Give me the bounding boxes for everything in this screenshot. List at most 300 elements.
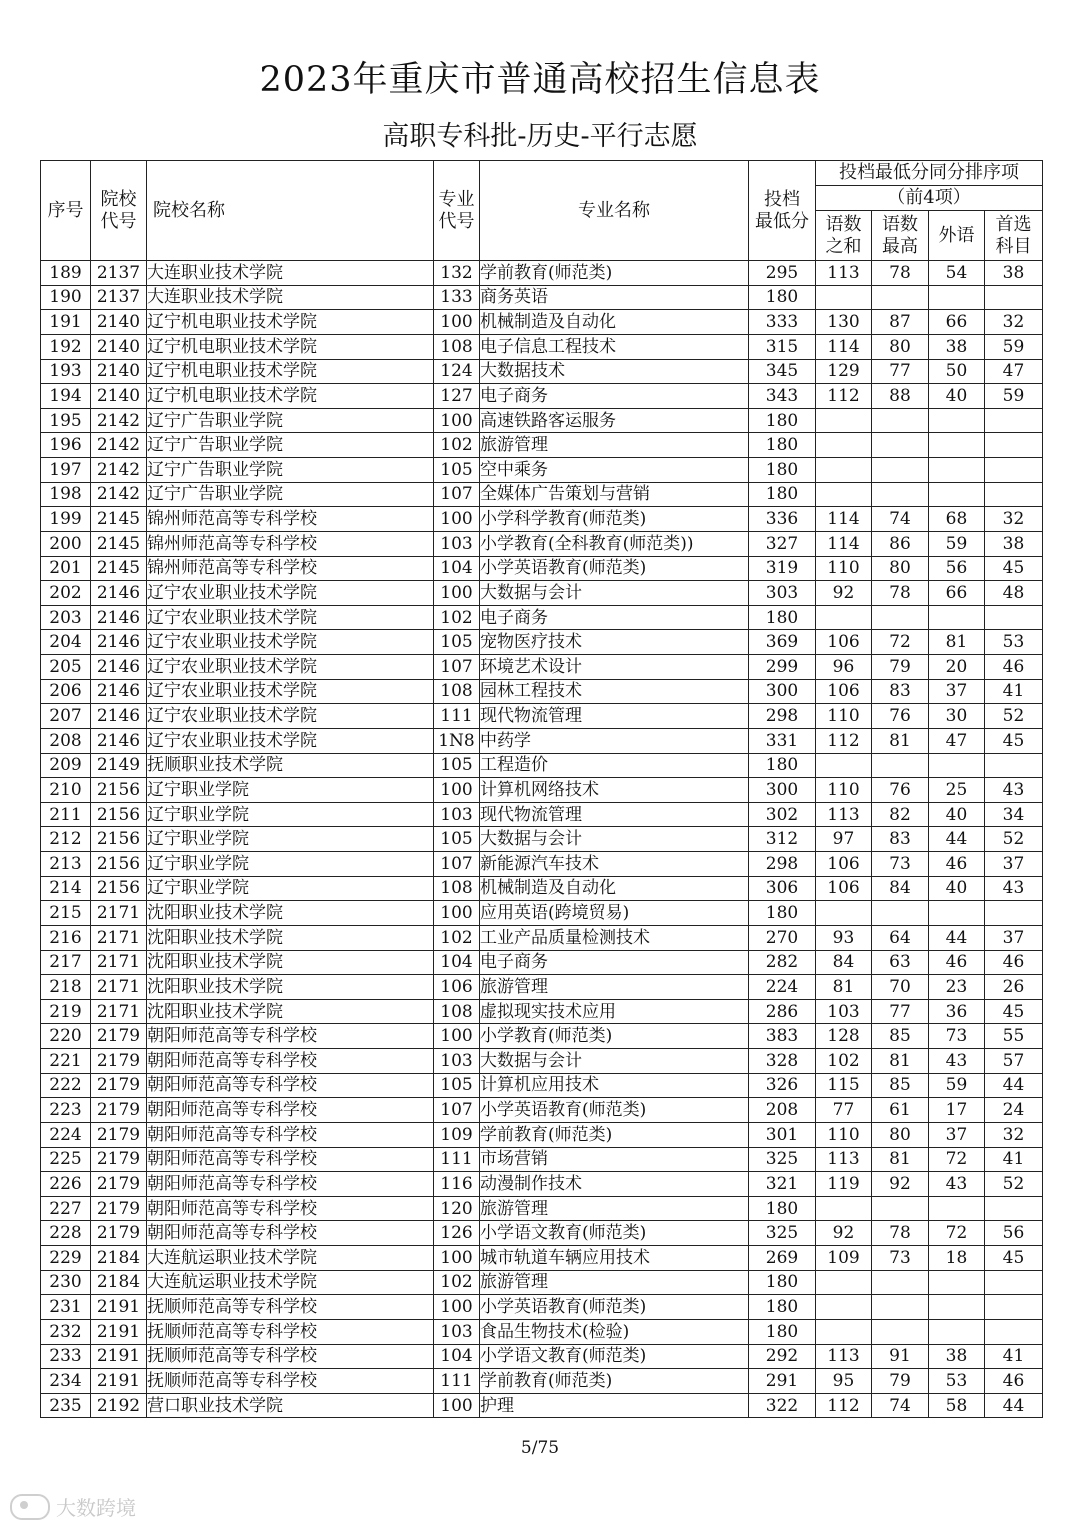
- cell-major-code: 1N8: [434, 728, 480, 753]
- cell-seq: 196: [41, 433, 91, 458]
- cell-foreign: 30: [929, 704, 985, 729]
- cell-first: 44: [985, 1393, 1043, 1418]
- cell-school-name: 朝阳师范高等专科学校: [147, 1147, 434, 1172]
- cell-first: [985, 1319, 1043, 1344]
- table-row: [41, 1098, 1043, 1123]
- table-row: [41, 925, 1043, 950]
- cell-min-score: 269: [749, 1246, 816, 1271]
- cell-first: 45: [985, 999, 1043, 1024]
- table-row: [41, 876, 1043, 901]
- cell-min-score: 325: [749, 1147, 816, 1172]
- cell-foreign: 53: [929, 1369, 985, 1394]
- cell-foreign: 59: [929, 1073, 985, 1098]
- cell-min-score: 299: [749, 655, 816, 680]
- cell-first: 47: [985, 359, 1043, 384]
- cell-max: [872, 433, 929, 458]
- cell-sum: 103: [816, 999, 872, 1024]
- cell-first: [985, 285, 1043, 310]
- cell-min-score: 325: [749, 1221, 816, 1246]
- cell-school-code: 2171: [91, 925, 147, 950]
- cell-max: 83: [872, 827, 929, 852]
- cell-seq: 221: [41, 1049, 91, 1074]
- cell-seq: 190: [41, 285, 91, 310]
- cell-school-code: 2191: [91, 1295, 147, 1320]
- cell-major-code: 107: [434, 655, 480, 680]
- table-row: [41, 1122, 1043, 1147]
- cell-sum: [816, 605, 872, 630]
- cell-sum: 113: [816, 802, 872, 827]
- cell-max: 79: [872, 1369, 929, 1394]
- cell-major-name: 现代物流管理: [480, 704, 749, 729]
- cell-major-name: 宠物医疗技术: [480, 630, 749, 655]
- cell-foreign: 81: [929, 630, 985, 655]
- cell-seq: 210: [41, 778, 91, 803]
- cell-sum: 81: [816, 975, 872, 1000]
- cell-school-code: 2156: [91, 876, 147, 901]
- table-row: [41, 581, 1043, 606]
- cell-foreign: 59: [929, 531, 985, 556]
- cell-min-score: 369: [749, 630, 816, 655]
- cell-seq: 211: [41, 802, 91, 827]
- cell-foreign: 18: [929, 1246, 985, 1271]
- cell-school-name: 沈阳职业技术学院: [147, 999, 434, 1024]
- cell-major-name: 计算机网络技术: [480, 778, 749, 803]
- cell-sum: 114: [816, 334, 872, 359]
- cell-major-name: 空中乘务: [480, 458, 749, 483]
- cell-seq: 224: [41, 1122, 91, 1147]
- cell-max: 82: [872, 802, 929, 827]
- cell-min-score: 295: [749, 261, 816, 286]
- header-first-line2: 科目: [995, 235, 1032, 257]
- cell-school-code: 2145: [91, 556, 147, 581]
- cell-max: 72: [872, 630, 929, 655]
- cell-school-code: 2156: [91, 852, 147, 877]
- cell-major-name: 小学语文教育(师范类): [480, 1344, 749, 1369]
- header-sum-line1: 语数: [825, 213, 862, 235]
- cell-school-code: 2146: [91, 655, 147, 680]
- cell-seq: 189: [41, 261, 91, 286]
- table-row: [41, 1270, 1043, 1295]
- cell-seq: 232: [41, 1319, 91, 1344]
- cell-sum: 110: [816, 1122, 872, 1147]
- cell-min-score: 312: [749, 827, 816, 852]
- cell-max: [872, 1295, 929, 1320]
- cell-school-code: 2146: [91, 605, 147, 630]
- cell-max: 87: [872, 310, 929, 335]
- cell-seq: 220: [41, 1024, 91, 1049]
- cell-seq: 197: [41, 458, 91, 483]
- table-row: [41, 1393, 1043, 1418]
- cell-min-score: 302: [749, 802, 816, 827]
- cell-max: [872, 753, 929, 778]
- cell-school-code: 2179: [91, 1196, 147, 1221]
- cell-major-code: 106: [434, 975, 480, 1000]
- table-row: [41, 556, 1043, 581]
- cell-school-name: 沈阳职业技术学院: [147, 925, 434, 950]
- cell-min-score: 383: [749, 1024, 816, 1049]
- header-first: [985, 211, 1043, 261]
- cell-sum: 113: [816, 1344, 872, 1369]
- cell-sum: 128: [816, 1024, 872, 1049]
- cell-sum: [816, 1295, 872, 1320]
- cell-seq: 209: [41, 753, 91, 778]
- cell-major-code: 107: [434, 1098, 480, 1123]
- cell-school-name: 辽宁广告职业学院: [147, 482, 434, 507]
- table-row: [41, 334, 1043, 359]
- cell-first: 38: [985, 261, 1043, 286]
- cell-first: [985, 901, 1043, 926]
- cell-max: 78: [872, 1221, 929, 1246]
- table-row: [41, 1147, 1043, 1172]
- cell-foreign: 66: [929, 581, 985, 606]
- cell-sum: 114: [816, 531, 872, 556]
- page-number: 5/75: [520, 1438, 560, 1458]
- cell-min-score: 298: [749, 852, 816, 877]
- cell-school-name: 辽宁机电职业技术学院: [147, 384, 434, 409]
- cell-foreign: 66: [929, 310, 985, 335]
- cell-sum: 106: [816, 679, 872, 704]
- cell-school-code: 2171: [91, 950, 147, 975]
- table-row: [41, 384, 1043, 409]
- cell-first: 37: [985, 925, 1043, 950]
- header-first-line1: 首选: [995, 213, 1032, 235]
- cell-sum: [816, 1196, 872, 1221]
- cell-sum: 92: [816, 581, 872, 606]
- page-subtitle: 高职专科批-历史-平行志愿: [382, 121, 698, 152]
- table-row: [41, 753, 1043, 778]
- table-row: [41, 1344, 1043, 1369]
- cell-school-name: 辽宁机电职业技术学院: [147, 310, 434, 335]
- table-row: [41, 1073, 1043, 1098]
- cell-max: [872, 1270, 929, 1295]
- cell-foreign: [929, 408, 985, 433]
- cell-major-code: 108: [434, 876, 480, 901]
- cell-major-name: 大数据技术: [480, 359, 749, 384]
- cell-foreign: 36: [929, 999, 985, 1024]
- cell-min-score: 298: [749, 704, 816, 729]
- cell-school-name: 辽宁农业职业技术学院: [147, 581, 434, 606]
- cell-max: 63: [872, 950, 929, 975]
- cell-sum: 110: [816, 704, 872, 729]
- cell-major-name: 环境艺术设计: [480, 655, 749, 680]
- cell-seq: 233: [41, 1344, 91, 1369]
- cell-major-code: 105: [434, 630, 480, 655]
- cell-seq: 229: [41, 1246, 91, 1271]
- cell-max: 77: [872, 999, 929, 1024]
- cell-major-name: 电子信息工程技术: [480, 334, 749, 359]
- cell-major-name: 小学科学教育(师范类): [480, 507, 749, 532]
- cell-major-name: 虚拟现实技术应用: [480, 999, 749, 1024]
- cell-foreign: 54: [929, 261, 985, 286]
- cell-min-score: 345: [749, 359, 816, 384]
- cell-min-score: 300: [749, 679, 816, 704]
- cell-school-code: 2191: [91, 1319, 147, 1344]
- cell-school-name: 辽宁职业学院: [147, 876, 434, 901]
- cell-foreign: 37: [929, 1122, 985, 1147]
- cell-max: 85: [872, 1073, 929, 1098]
- cell-min-score: 180: [749, 1319, 816, 1344]
- cell-seq: 194: [41, 384, 91, 409]
- cell-min-score: 306: [749, 876, 816, 901]
- cell-foreign: 47: [929, 728, 985, 753]
- cell-major-name: 工程造价: [480, 753, 749, 778]
- cell-major-name: 中药学: [480, 728, 749, 753]
- cell-major-name: 商务英语: [480, 285, 749, 310]
- cell-max: [872, 482, 929, 507]
- cell-sum: 102: [816, 1049, 872, 1074]
- cell-school-name: 辽宁广告职业学院: [147, 433, 434, 458]
- brand-text: 大数跨境: [56, 1496, 136, 1520]
- cell-foreign: 50: [929, 359, 985, 384]
- cell-foreign: 58: [929, 1393, 985, 1418]
- cell-major-code: 100: [434, 1393, 480, 1418]
- cell-major-name: 高速铁路客运服务: [480, 408, 749, 433]
- cell-foreign: 23: [929, 975, 985, 1000]
- cell-school-code: 2142: [91, 458, 147, 483]
- cell-major-code: 120: [434, 1196, 480, 1221]
- header-min-score-line2: 最低分: [755, 210, 809, 232]
- cell-sum: 109: [816, 1246, 872, 1271]
- cell-first: 52: [985, 704, 1043, 729]
- cell-foreign: [929, 1319, 985, 1344]
- cell-school-code: 2142: [91, 433, 147, 458]
- cell-min-score: 180: [749, 1196, 816, 1221]
- cell-major-code: 127: [434, 384, 480, 409]
- header-min-score-line1: 投档: [764, 188, 800, 210]
- cell-first: 55: [985, 1024, 1043, 1049]
- cell-major-name: 电子商务: [480, 605, 749, 630]
- cell-school-name: 沈阳职业技术学院: [147, 975, 434, 1000]
- table-row: [41, 1024, 1043, 1049]
- cell-seq: 213: [41, 852, 91, 877]
- table-row: [41, 679, 1043, 704]
- page-title: 2023年重庆市普通高校招生信息表: [259, 60, 821, 100]
- cell-major-code: 100: [434, 581, 480, 606]
- cell-first: 41: [985, 1344, 1043, 1369]
- cell-school-code: 2179: [91, 1147, 147, 1172]
- cell-major-code: 100: [434, 1246, 480, 1271]
- brand-logo-icon: [10, 1494, 50, 1520]
- cell-major-name: 护理: [480, 1393, 749, 1418]
- cell-max: 70: [872, 975, 929, 1000]
- cell-major-code: 100: [434, 408, 480, 433]
- cell-school-code: 2137: [91, 261, 147, 286]
- cell-school-code: 2179: [91, 1073, 147, 1098]
- cell-sum: [816, 1270, 872, 1295]
- cell-seq: 212: [41, 827, 91, 852]
- cell-major-code: 126: [434, 1221, 480, 1246]
- cell-sum: 106: [816, 852, 872, 877]
- cell-school-code: 2146: [91, 630, 147, 655]
- cell-seq: 230: [41, 1270, 91, 1295]
- table-row: [41, 827, 1043, 852]
- cell-max: 79: [872, 655, 929, 680]
- cell-first: 46: [985, 1369, 1043, 1394]
- cell-major-name: 大数据与会计: [480, 1049, 749, 1074]
- cell-first: 59: [985, 384, 1043, 409]
- cell-max: 81: [872, 1147, 929, 1172]
- cell-school-name: 辽宁农业职业技术学院: [147, 605, 434, 630]
- cell-seq: 216: [41, 925, 91, 950]
- cell-min-score: 326: [749, 1073, 816, 1098]
- cell-major-code: 100: [434, 310, 480, 335]
- cell-school-code: 2171: [91, 975, 147, 1000]
- cell-sum: 113: [816, 261, 872, 286]
- cell-foreign: [929, 1196, 985, 1221]
- cell-first: [985, 433, 1043, 458]
- header-major-name: 专业名称: [480, 161, 749, 261]
- table-row: [41, 261, 1043, 286]
- cell-foreign: 38: [929, 334, 985, 359]
- cell-school-code: 2140: [91, 384, 147, 409]
- cell-school-name: 朝阳师范高等专科学校: [147, 1122, 434, 1147]
- cell-first: 24: [985, 1098, 1043, 1123]
- cell-min-score: 328: [749, 1049, 816, 1074]
- cell-min-score: 180: [749, 605, 816, 630]
- cell-min-score: 180: [749, 1270, 816, 1295]
- header-max-line1: 语数: [882, 213, 918, 235]
- cell-foreign: 73: [929, 1024, 985, 1049]
- table-row: [41, 507, 1043, 532]
- header-tie-group-note: （前4项）: [816, 186, 1043, 211]
- cell-school-code: 2140: [91, 359, 147, 384]
- cell-sum: 112: [816, 384, 872, 409]
- cell-foreign: 43: [929, 1172, 985, 1197]
- cell-major-code: 105: [434, 753, 480, 778]
- cell-school-name: 朝阳师范高等专科学校: [147, 1196, 434, 1221]
- cell-max: 78: [872, 261, 929, 286]
- cell-foreign: 40: [929, 876, 985, 901]
- cell-max: [872, 285, 929, 310]
- brand-watermark: [10, 1492, 136, 1521]
- cell-school-name: 抚顺师范高等专科学校: [147, 1344, 434, 1369]
- cell-min-score: 321: [749, 1172, 816, 1197]
- cell-foreign: 72: [929, 1221, 985, 1246]
- cell-school-name: 辽宁农业职业技术学院: [147, 655, 434, 680]
- cell-seq: 206: [41, 679, 91, 704]
- cell-foreign: 40: [929, 802, 985, 827]
- cell-max: 84: [872, 876, 929, 901]
- cell-school-name: 辽宁职业学院: [147, 827, 434, 852]
- header-major-code-line1: 专业: [438, 188, 475, 210]
- cell-major-name: 大数据与会计: [480, 827, 749, 852]
- cell-major-name: 学前教育(师范类): [480, 1369, 749, 1394]
- cell-major-code: 108: [434, 999, 480, 1024]
- cell-school-code: 2142: [91, 408, 147, 433]
- table-row: [41, 1369, 1043, 1394]
- cell-min-score: 333: [749, 310, 816, 335]
- table-row: [41, 1196, 1043, 1221]
- cell-school-code: 2156: [91, 802, 147, 827]
- cell-school-code: 2171: [91, 999, 147, 1024]
- cell-first: 45: [985, 556, 1043, 581]
- cell-major-code: 109: [434, 1122, 480, 1147]
- cell-seq: 193: [41, 359, 91, 384]
- cell-first: [985, 1295, 1043, 1320]
- table-row: [41, 1049, 1043, 1074]
- cell-major-name: 全媒体广告策划与营销: [480, 482, 749, 507]
- table-row: [41, 458, 1043, 483]
- cell-seq: 218: [41, 975, 91, 1000]
- cell-school-name: 抚顺师范高等专科学校: [147, 1319, 434, 1344]
- cell-first: 48: [985, 581, 1043, 606]
- cell-school-code: 2191: [91, 1344, 147, 1369]
- cell-seq: 225: [41, 1147, 91, 1172]
- cell-school-code: 2142: [91, 482, 147, 507]
- cell-seq: 228: [41, 1221, 91, 1246]
- cell-foreign: 68: [929, 507, 985, 532]
- cell-first: [985, 482, 1043, 507]
- cell-first: 46: [985, 655, 1043, 680]
- cell-major-name: 小学语文教育(师范类): [480, 1221, 749, 1246]
- cell-seq: 235: [41, 1393, 91, 1418]
- cell-school-code: 2156: [91, 778, 147, 803]
- cell-max: 74: [872, 1393, 929, 1418]
- cell-school-name: 辽宁农业职业技术学院: [147, 679, 434, 704]
- cell-sum: 106: [816, 876, 872, 901]
- cell-foreign: 20: [929, 655, 985, 680]
- cell-school-name: 辽宁农业职业技术学院: [147, 728, 434, 753]
- cell-foreign: 40: [929, 384, 985, 409]
- cell-foreign: [929, 1270, 985, 1295]
- cell-sum: 110: [816, 778, 872, 803]
- cell-major-code: 133: [434, 285, 480, 310]
- cell-seq: 227: [41, 1196, 91, 1221]
- cell-min-score: 180: [749, 901, 816, 926]
- cell-sum: 96: [816, 655, 872, 680]
- cell-sum: 112: [816, 728, 872, 753]
- cell-min-score: 303: [749, 581, 816, 606]
- table-row: [41, 852, 1043, 877]
- cell-school-name: 辽宁职业学院: [147, 802, 434, 827]
- cell-major-name: 园林工程技术: [480, 679, 749, 704]
- cell-seq: 222: [41, 1073, 91, 1098]
- cell-seq: 192: [41, 334, 91, 359]
- cell-school-code: 2137: [91, 285, 147, 310]
- cell-school-code: 2171: [91, 901, 147, 926]
- cell-min-score: 286: [749, 999, 816, 1024]
- cell-foreign: 37: [929, 679, 985, 704]
- cell-major-name: 城市轨道车辆应用技术: [480, 1246, 749, 1271]
- cell-sum: 95: [816, 1369, 872, 1394]
- cell-foreign: 56: [929, 556, 985, 581]
- cell-major-code: 103: [434, 1319, 480, 1344]
- cell-major-code: 132: [434, 261, 480, 286]
- cell-max: 74: [872, 507, 929, 532]
- cell-major-code: 102: [434, 433, 480, 458]
- cell-major-name: 小学英语教育(师范类): [480, 1295, 749, 1320]
- table-row: [41, 1246, 1043, 1271]
- cell-major-name: 食品生物技术(检验): [480, 1319, 749, 1344]
- table-row: [41, 975, 1043, 1000]
- cell-major-code: 116: [434, 1172, 480, 1197]
- cell-major-name: 市场营销: [480, 1147, 749, 1172]
- cell-school-name: 抚顺职业技术学院: [147, 753, 434, 778]
- cell-max: [872, 408, 929, 433]
- cell-foreign: [929, 901, 985, 926]
- cell-school-name: 朝阳师范高等专科学校: [147, 1221, 434, 1246]
- cell-min-score: 270: [749, 925, 816, 950]
- cell-foreign: 46: [929, 852, 985, 877]
- cell-min-score: 208: [749, 1098, 816, 1123]
- cell-foreign: [929, 753, 985, 778]
- cell-school-name: 大连航运职业技术学院: [147, 1270, 434, 1295]
- cell-max: 73: [872, 1246, 929, 1271]
- cell-min-score: 180: [749, 285, 816, 310]
- cell-school-name: 朝阳师范高等专科学校: [147, 1098, 434, 1123]
- cell-sum: 130: [816, 310, 872, 335]
- cell-first: 53: [985, 630, 1043, 655]
